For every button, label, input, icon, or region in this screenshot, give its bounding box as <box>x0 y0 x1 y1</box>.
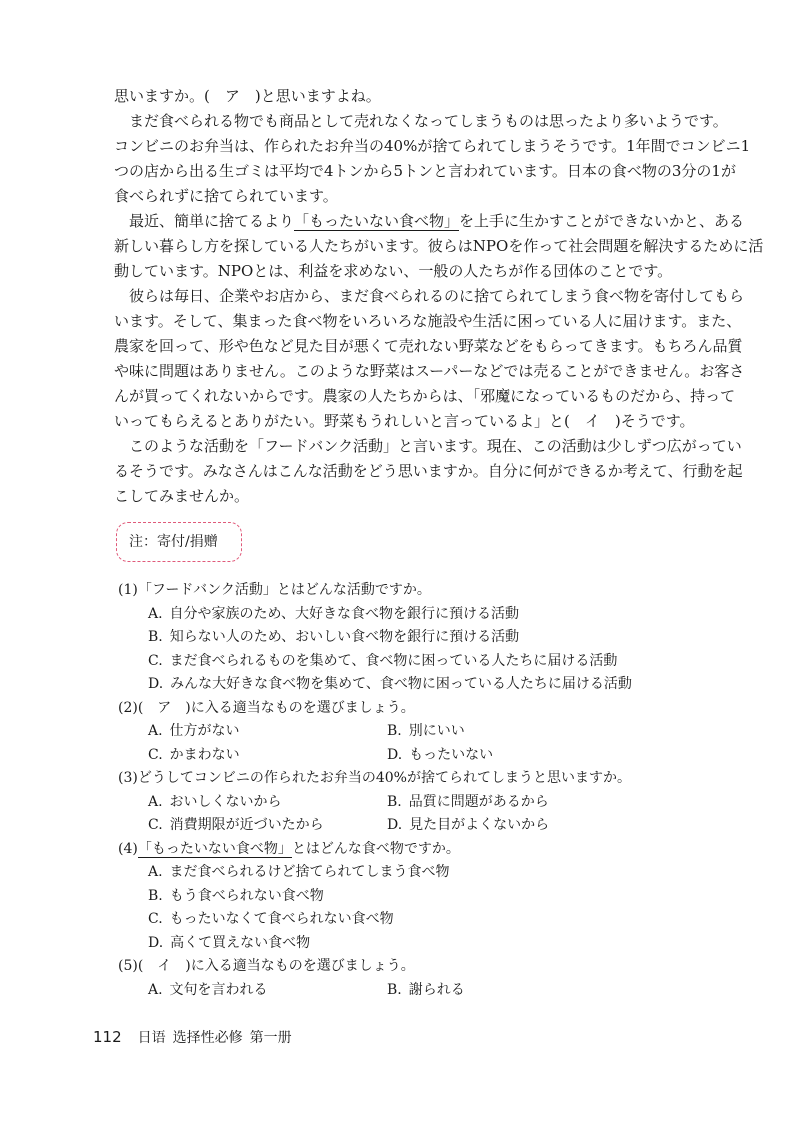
option-line <box>118 626 708 650</box>
passage-line: こしてみませんか。 <box>114 487 250 505</box>
question-4-text: とはどんな食べ物ですか。 <box>291 840 460 857</box>
option-line <box>118 814 708 838</box>
question-4-number: (4) <box>118 840 138 857</box>
question-2-option-d[interactable]: D. もったいない <box>387 746 494 763</box>
question-list <box>118 579 708 1002</box>
question-4-option-b[interactable]: B. もう食べられない食べ物 <box>148 887 324 904</box>
question-2-option-b[interactable]: B. 別にいい <box>387 723 465 739</box>
passage-text: を上手に生かすことができないかと、ある <box>459 212 745 230</box>
page-footer <box>93 1028 292 1047</box>
question-4-option-c[interactable]: C. もったいなくて食べられない食べ物 <box>148 911 394 927</box>
question-3: (3)どうしてコンビニの作られたお弁当の40%が捨てられてしまうと思いますか。 <box>118 770 631 786</box>
question-5-option-b[interactable]: B. 謝られる <box>387 981 465 998</box>
question-1-option-d[interactable]: D. みんな大好きな食べ物を集めて、食べ物に困っている人たちに届ける活動 <box>148 676 632 692</box>
note-box <box>116 522 242 562</box>
option-line <box>118 603 708 627</box>
question-3-option-b[interactable]: B. 品質に問題があるから <box>387 793 549 810</box>
option-line <box>118 791 708 815</box>
option-line <box>118 885 708 909</box>
question-3-option-d[interactable]: D. 見た目がよくないから <box>387 817 550 833</box>
question-4 <box>118 838 708 862</box>
passage-line: 思いますか。( ア )と思いますよね。 <box>114 87 381 105</box>
question-3-option-c[interactable]: C. 消費期限が近づいたから <box>148 817 324 833</box>
option-line <box>118 744 708 768</box>
option-line <box>118 650 708 674</box>
underlined-phrase: 「もったいない食べ物」 <box>294 212 460 230</box>
option-line <box>118 720 708 744</box>
underlined-phrase: 「もったいない食べ物」 <box>137 840 292 857</box>
passage-line: るそうです。みなさんはこんな活動をどう思いますか。自分に何ができるか考えて、行動を起 <box>114 462 743 480</box>
passage-line: 新しい暮らし方を探している人たちがいます。彼らはNPOを作って社会問題を解決するために活 <box>114 237 764 255</box>
passage-text: 最近、簡単に捨てるより <box>129 212 295 230</box>
option-line <box>118 979 708 1003</box>
passage-line: いってもらえるとありがたい。野菜もうれしいと言っているよ」と( イ )そうです。 <box>114 412 695 430</box>
question-1: (1)「フードバンク活動」とはどんな活動ですか。 <box>118 582 431 598</box>
passage-line: コンビニのお弁当は、作られたお弁当の40%が捨てられてしまうそうです。1年間でコンビニ1 <box>114 137 751 155</box>
question-2-option-c[interactable]: C. かまわない <box>148 746 240 763</box>
question-5: (5)( イ )に入る適当なものを選びましょう。 <box>118 958 415 974</box>
option-line <box>118 908 708 932</box>
passage-line: 動しています。NPOとは、利益を求めない、一般の人たちが作る団体のことです。 <box>114 262 673 280</box>
passage-line: まだ食べられる物でも商品として売れなくなってしまうものは思ったより多いようです。 <box>129 112 728 130</box>
question-4-option-d[interactable]: D. 高くて買えない食べ物 <box>148 934 311 951</box>
option-line <box>118 932 708 956</box>
question-1-option-a[interactable]: A. 自分や家族のため、大好きな食べ物を銀行に預ける活動 <box>148 605 519 622</box>
question-2-option-a[interactable]: A. 仕方がない <box>148 723 240 739</box>
question-1-option-c[interactable]: C. まだ食べられるものを集めて、食べ物に困っている人たちに届ける活動 <box>148 652 618 669</box>
passage-line: や味に問題はありません。このような野菜はスーパーなどでは売ることができません。お客さ <box>114 362 745 380</box>
question-2: (2)( ア )に入る適当なものを選びましょう。 <box>118 699 415 716</box>
question-1-option-b[interactable]: B. 知らない人のため、おいしい食べ物を銀行に預ける活動 <box>148 629 520 645</box>
question-4-option-a[interactable]: A. まだ食べられるけど捨てられてしまう食べ物 <box>148 864 450 880</box>
question-3-option-a[interactable]: A. おいしくないから <box>148 793 282 810</box>
page-number: 112 <box>93 1028 122 1046</box>
question-5-option-a[interactable]: A. 文句を言われる <box>148 981 268 998</box>
passage-line: 彼らは毎日、企業やお店から、まだ食べられるのに捨てられてしまう食べ物を寄付してもら <box>129 287 745 305</box>
note-text: 注：寄付/捐赠 <box>129 534 218 550</box>
passage-line <box>114 209 745 234</box>
reading-passage <box>114 84 764 509</box>
option-line <box>118 673 708 697</box>
passage-line: つの店から出る生ゴミは平均で4トンから5トンと言われています。日本の食べ物の3分の1が <box>114 162 736 180</box>
passage-line: んが買ってくれないからです。農家の人たちからは、「邪魔になっているものだから、持って <box>114 387 736 405</box>
option-line <box>118 861 708 885</box>
passage-line: このような活動を「フードバンク活動」と言います。現在、この活動は少しずつ広がってい <box>129 437 742 455</box>
passage-line: 食べられずに捨てられています。 <box>114 187 338 205</box>
book-title: 日语 选择性必修 第一册 <box>137 1030 292 1046</box>
passage-line: 農家を回って、形や色など見た目が悪くて売れない野菜などをもらってきます。もちろん品質 <box>114 337 743 355</box>
passage-line: います。そして、集まった食べ物をいろいろな施設や生活に困っている人に届けます。また、 <box>114 312 742 330</box>
